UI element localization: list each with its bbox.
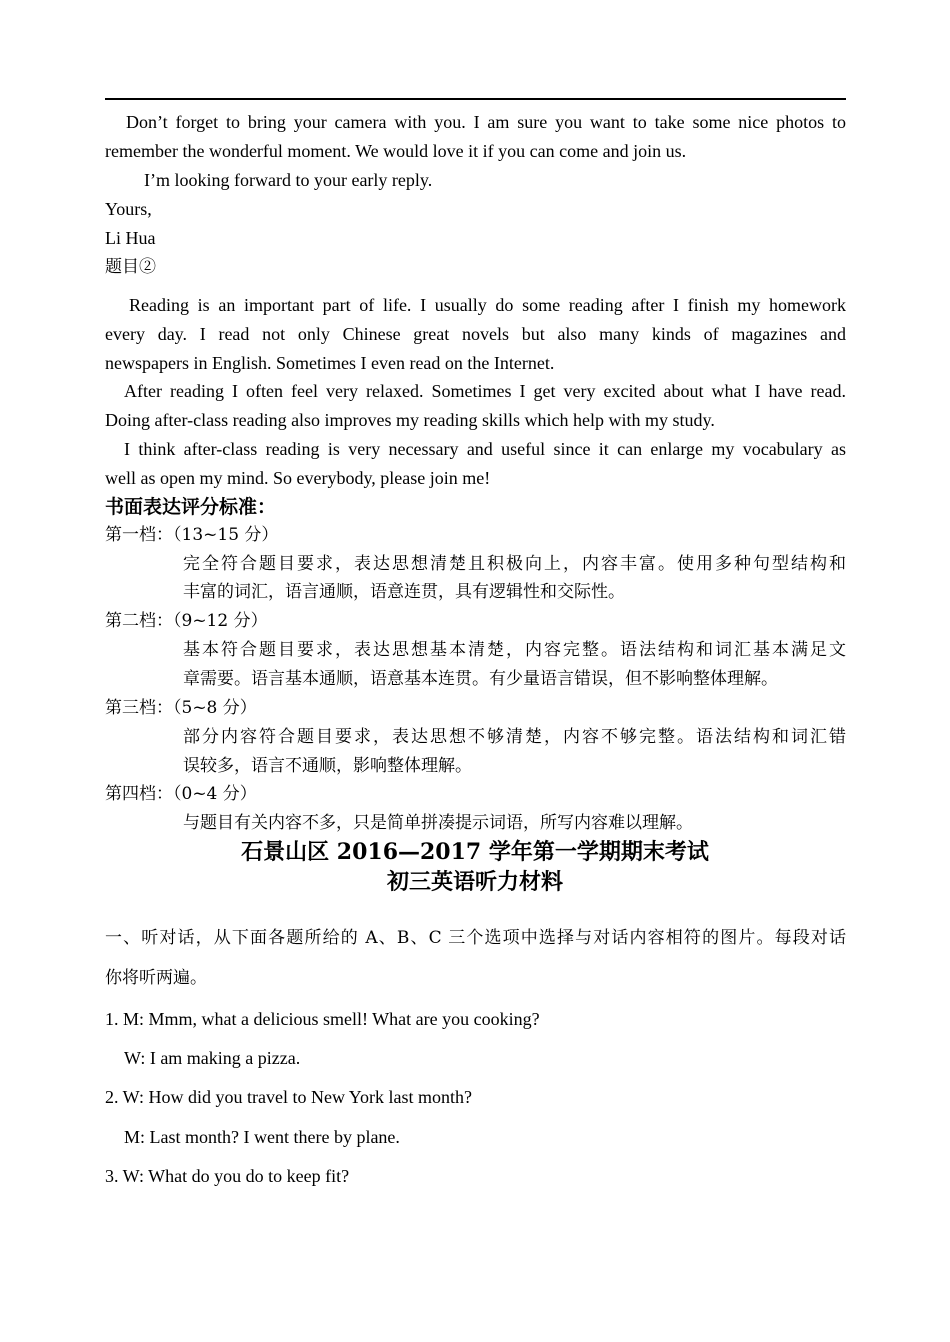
essay-paragraph-2-line-2: Doing after-class reading also improves my reading skills which help with my study. (105, 410, 715, 430)
dialogue-3-line-1: 3. W: What do you do to keep fit? (105, 1166, 350, 1186)
essay-paragraph-3-line-1: I think after-class reading is very necessary and useful since it can enlarge my vocabulary as (124, 439, 846, 459)
essay-paragraph-1-line-2: every day. I read not only Chinese great novels but also many kinds of magazines and (105, 324, 846, 344)
section-1-instruction-line-1: 一、听对话，从下面各题所给的 A、B、C 三个选项中选择与对话内容相符的图片。每段对话 (105, 928, 846, 948)
essay-paragraph-2-line-1: After reading I often feel very relaxed. Sometimes I get very excited about what I have read. (124, 381, 846, 401)
rubric-level-4-label: 第四档：（0~4 分） (105, 784, 257, 804)
rubric-level-4-line-1: 与题目有关内容不多，只是简单拼凑提示词语，所写内容难以理解。 (183, 813, 693, 833)
topic-2-label: 题目② (105, 257, 156, 277)
dialogue-1-line-1: 1. M: Mmm, what a delicious smell! What are you cooking? (105, 1009, 540, 1029)
rubric-level-3-line-1: 部分内容符合题目要求，表达思想不够清楚，内容不够完整。语法结构和词汇错 (183, 727, 846, 747)
rubric-level-3-label: 第三档：（5~8 分） (105, 698, 257, 718)
rubric-level-1-line-1: 完全符合题目要求，表达思想清楚且积极向上，内容丰富。使用多种句型结构和 (183, 554, 846, 574)
letter-paragraph-2: I’m looking forward to your early reply. (144, 170, 433, 190)
rubric-level-1-line-2: 丰富的词汇，语言通顺，语意连贯，具有逻辑性和交际性。 (183, 582, 625, 602)
letter-paragraph-1-line-2: remember the wonderful moment. We would love it if you can come and join us. (105, 141, 687, 161)
essay-paragraph-3-line-2: well as open my mind. So everybody, please join me! (105, 468, 491, 488)
dialogue-2-line-2: M: Last month? I went there by plane. (124, 1127, 400, 1147)
rubric-heading: 书面表达评分标准： (105, 496, 277, 518)
letter-paragraph-1-line-1: Don’t forget to bring your camera with you. I am sure you want to take some nice photos to (126, 112, 846, 132)
dialogue-1-line-2: W: I am making a pizza. (124, 1048, 301, 1068)
exam-title: 石景山区 2016—2017 学年第一学期期末考试 (241, 839, 709, 865)
rubric-level-1-label: 第一档：（13~15 分） (105, 525, 279, 545)
letter-signature: Li Hua (105, 228, 156, 248)
rubric-level-3-line-2: 误较多，语言不通顺，影响整体理解。 (183, 756, 472, 776)
letter-closing: Yours, (105, 199, 152, 219)
essay-paragraph-1-line-3: newspapers in English. Sometimes I even read on the Internet. (105, 353, 555, 373)
exam-subtitle: 初三英语听力材料 (386, 869, 563, 895)
rubric-level-2-line-1: 基本符合题目要求，表达思想基本清楚，内容完整。语法结构和词汇基本满足文 (183, 640, 846, 660)
essay-paragraph-1-line-1: Reading is an important part of life. I usually do some reading after I finish my homework (129, 295, 846, 315)
rubric-level-2-line-2: 章需要。语言基本通顺，语意基本连贯。有少量语言错误，但不影响整体理解。 (183, 669, 778, 689)
header-rule (105, 98, 846, 100)
rubric-level-2-label: 第二档：（9~12 分） (105, 611, 268, 631)
section-1-instruction-line-2: 你将听两遍。 (105, 968, 207, 988)
dialogue-2-line-1: 2. W: How did you travel to New York last month? (105, 1087, 472, 1107)
